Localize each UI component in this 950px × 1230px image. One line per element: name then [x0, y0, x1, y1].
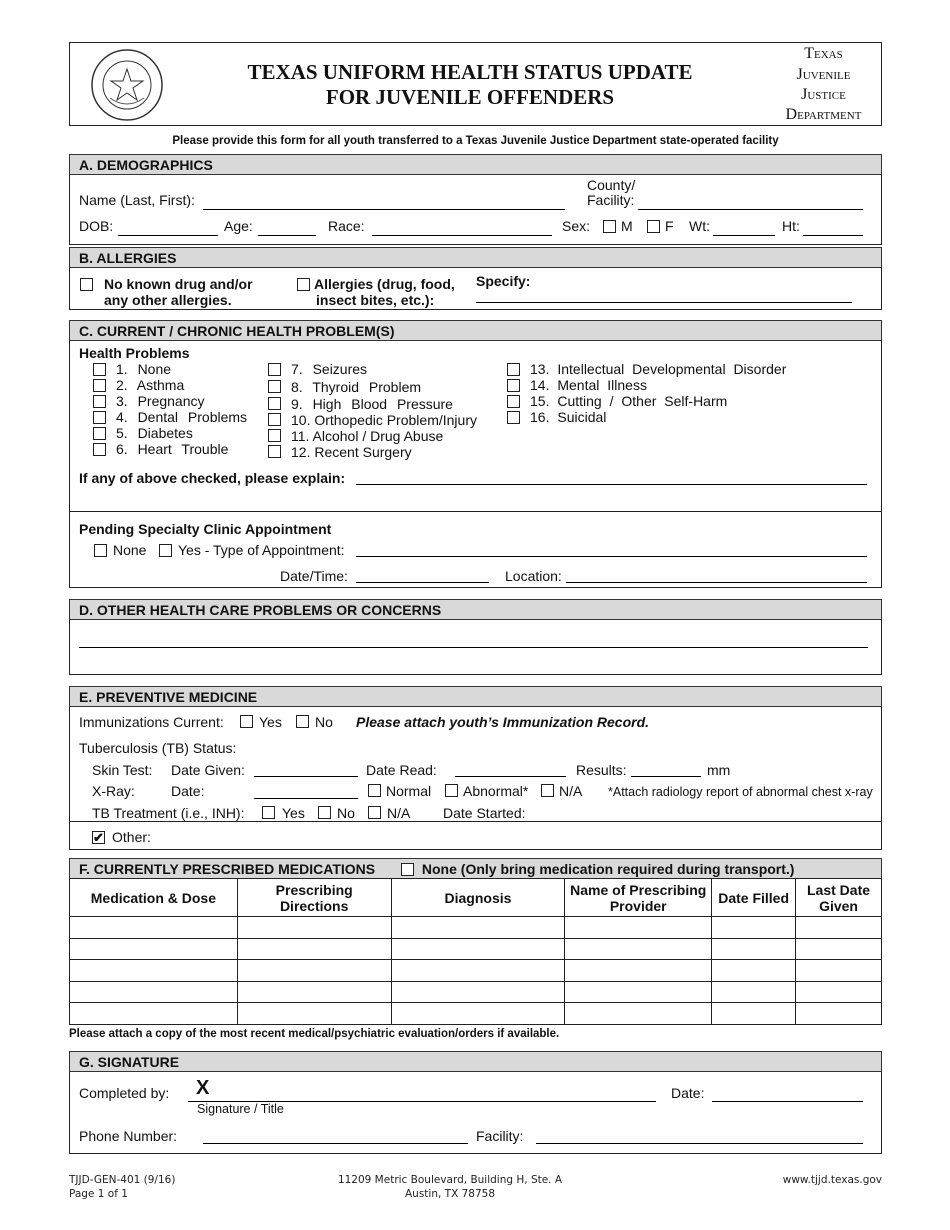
age-field[interactable] [258, 235, 316, 236]
table-cell[interactable] [565, 981, 712, 1003]
xray-normal-checkbox[interactable] [368, 784, 381, 797]
table-cell[interactable] [237, 960, 391, 982]
hp-label: 1. None [116, 361, 172, 377]
immunizations-label: Immunizations Current: [79, 714, 224, 730]
specify-label: Specify: [476, 273, 531, 289]
meds-none-label: None (Only bring medication required during transport.) [421, 861, 795, 877]
table-row [70, 960, 882, 982]
table-cell[interactable] [70, 981, 238, 1003]
section-f-title: F. CURRENTLY PRESCRIBED MEDICATIONS [79, 861, 376, 877]
agency-line4: Department [785, 106, 862, 123]
hp-checkbox[interactable] [268, 363, 281, 376]
table-cell[interactable] [237, 917, 391, 939]
table-cell[interactable] [391, 917, 565, 939]
wt-label: Wt: [689, 218, 710, 234]
signature-title-label: Signature / Title [197, 1102, 284, 1116]
table-cell[interactable] [796, 960, 882, 982]
tbt-no-checkbox[interactable] [318, 806, 331, 819]
hp-checkbox[interactable] [268, 397, 281, 410]
section-e-header: E. PREVENTIVE MEDICINE [69, 686, 882, 707]
hp-checkbox[interactable] [268, 445, 281, 458]
dob-field[interactable] [118, 235, 218, 236]
imm-no-label: No [315, 714, 333, 730]
hp-label: 3. Pregnancy [116, 393, 205, 409]
age-label: Age: [224, 218, 253, 234]
table-cell[interactable] [565, 917, 712, 939]
no-known-allergies-checkbox[interactable] [80, 278, 93, 291]
hp-checkbox[interactable] [93, 395, 106, 408]
hp-label: 10. Orthopedic Problem/Injury [291, 412, 477, 428]
hp-label: 15. Cutting / Other Self-Harm [530, 393, 728, 409]
xray-note: *Attach radiology report of abnormal chest x-ray [608, 785, 873, 799]
hp-label: 16. Suicidal [530, 409, 607, 425]
specify-field[interactable] [476, 302, 852, 303]
name-field[interactable] [203, 209, 565, 210]
imm-no-checkbox[interactable] [296, 715, 309, 728]
website-link[interactable]: www.tjjd.texas.gov [782, 1174, 882, 1186]
hp-checkbox[interactable] [93, 427, 106, 440]
xray-date-label: Date: [171, 783, 205, 799]
table-row [70, 938, 882, 960]
tbt-yes-label: Yes [282, 805, 305, 821]
hp-label: 5. Diabetes [116, 425, 193, 441]
table-cell[interactable] [712, 960, 796, 982]
medications-table [69, 878, 882, 1025]
phone-label: Phone Number: [79, 1128, 178, 1144]
results-field[interactable] [631, 776, 701, 777]
imm-yes-checkbox[interactable] [240, 715, 253, 728]
meds-none-checkbox[interactable] [401, 863, 414, 876]
county-label: County/ [587, 177, 636, 193]
hp-checkbox[interactable] [93, 379, 106, 392]
date-given-label: Date Given: [171, 762, 245, 778]
appointment-type-field[interactable] [356, 556, 867, 557]
race-field[interactable] [372, 235, 552, 236]
county-facility-field[interactable] [638, 209, 863, 210]
table-cell[interactable] [391, 1003, 565, 1025]
tbt-yes-checkbox[interactable] [262, 806, 275, 819]
tb-treatment-label: TB Treatment (i.e., INH): [92, 805, 245, 821]
address-line2: Austin, TX 78758 [404, 1188, 496, 1200]
date-given-field[interactable] [254, 776, 358, 777]
signature-x: X [196, 1077, 210, 1099]
hp-label: 12. Recent Surgery [291, 444, 412, 460]
allergies-line1: Allergies (drug, food, [314, 276, 455, 292]
hp-checkbox[interactable] [268, 380, 281, 393]
agency-line2: Juvenile [796, 66, 851, 83]
hp-checkbox[interactable] [507, 379, 520, 392]
table-cell[interactable] [712, 1003, 796, 1025]
xray-abnormal-checkbox[interactable] [445, 784, 458, 797]
form-number: TJJD-GEN-401 (9/16) [69, 1174, 176, 1186]
section-a-header: A. DEMOGRAPHICS [69, 154, 882, 175]
date-read-field[interactable] [455, 776, 566, 777]
col-provider: Name of Prescribing Provider [565, 879, 712, 917]
table-cell[interactable] [237, 1003, 391, 1025]
col-last-date: Last Date Given [796, 879, 882, 917]
table-cell[interactable] [70, 960, 238, 982]
xray-date-field[interactable] [254, 798, 358, 799]
other-concerns-field[interactable] [79, 647, 868, 648]
sig-facility-label: Facility: [476, 1128, 524, 1144]
divider [69, 511, 882, 512]
col-medication: Medication & Dose [70, 879, 238, 917]
address-line1: 11209 Metric Boulevard, Building H, Ste. A [337, 1174, 563, 1186]
table-cell[interactable] [237, 981, 391, 1003]
allergies-checkbox[interactable] [297, 278, 310, 291]
table-cell[interactable] [391, 981, 565, 1003]
hp-label: 9. High Blood Pressure [291, 396, 453, 412]
table-cell[interactable] [237, 938, 391, 960]
tbt-na-checkbox[interactable] [368, 806, 381, 819]
divider [69, 821, 882, 822]
agency-line3: Justice [801, 86, 846, 103]
appointment-yes-label: Yes - Type of Appointment: [178, 542, 345, 558]
location-field[interactable] [566, 582, 867, 583]
tbt-na-label: N/A [387, 805, 411, 821]
form-title-line1: TEXAS UNIFORM HEALTH STATUS UPDATE [247, 60, 693, 84]
hp-label: 11. Alcohol / Drug Abuse [291, 428, 444, 444]
table-cell[interactable] [70, 938, 238, 960]
hp-label: 14. Mental Illness [530, 377, 647, 393]
datetime-label: Date/Time: [280, 568, 348, 584]
phone-field[interactable] [203, 1143, 468, 1144]
table-row [70, 1003, 882, 1025]
xray-na-checkbox[interactable] [541, 784, 554, 797]
hp-checkbox[interactable] [507, 395, 520, 408]
section-d-header: D. OTHER HEALTH CARE PROBLEMS OR CONCERNS [69, 599, 882, 620]
imm-yes-label: Yes [259, 714, 282, 730]
section-b-header: B. ALLERGIES [69, 247, 882, 268]
race-label: Race: [328, 218, 365, 234]
table-cell[interactable] [565, 938, 712, 960]
date-started-label: Date Started: [443, 805, 526, 821]
sex-f-label: F [665, 218, 674, 234]
other-checkbox[interactable]: ✔ [93, 830, 104, 845]
hp-checkbox[interactable] [507, 363, 520, 376]
page-number: Page 1 of 1 [69, 1188, 128, 1200]
allergies-line2: insect bites, etc.): [316, 292, 435, 308]
xray-normal-label: Normal [386, 783, 432, 799]
dob-label: DOB: [79, 218, 114, 234]
nka-line1: No known drug and/or [104, 276, 253, 292]
table-row [70, 917, 882, 939]
table-cell[interactable] [565, 960, 712, 982]
agency-line1: Texas [804, 45, 843, 62]
location-label: Location: [505, 568, 562, 584]
hp-checkbox[interactable] [93, 443, 106, 456]
datetime-field[interactable] [356, 582, 489, 583]
hp-checkbox[interactable] [93, 363, 106, 376]
col-directions: Prescribing Directions [237, 879, 391, 917]
table-cell[interactable] [70, 917, 238, 939]
hp-label: 13. Intellectual Developmental Disorder [530, 361, 787, 377]
date-read-label: Date Read: [366, 762, 437, 778]
appointment-yes-checkbox[interactable] [159, 544, 172, 557]
hp-label: 7. Seizures [291, 361, 368, 377]
appointment-none-checkbox[interactable] [94, 544, 107, 557]
hp-label: 8. Thyroid Problem [291, 379, 422, 395]
hp-checkbox[interactable] [507, 411, 520, 424]
table-cell[interactable] [565, 1003, 712, 1025]
sex-f-checkbox[interactable] [647, 220, 660, 233]
skin-test-label: Skin Test: [92, 762, 153, 778]
hp-label: 2. Asthma [116, 377, 185, 393]
instruction-text: Please provide this form for all youth transferred to a Texas Juvenile Justice Department state-operated facility [172, 135, 779, 147]
xray-na-label: N/A [559, 783, 583, 799]
health-problems-subtitle: Health Problems [79, 345, 190, 361]
table-cell[interactable] [391, 938, 565, 960]
state-seal [90, 48, 164, 122]
name-label: Name (Last, First): [79, 192, 195, 208]
section-g-header: G. SIGNATURE [69, 1051, 882, 1072]
table-cell[interactable] [796, 917, 882, 939]
table-cell[interactable] [712, 917, 796, 939]
xray-abnormal-label: Abnormal* [463, 783, 529, 799]
table-cell[interactable] [796, 938, 882, 960]
table-cell[interactable] [712, 981, 796, 1003]
ht-label: Ht: [782, 218, 800, 234]
section-c-header: C. CURRENT / CHRONIC HEALTH PROBLEM(S) [69, 320, 882, 341]
facility-label: Facility: [587, 192, 635, 208]
wt-field[interactable] [713, 235, 775, 236]
attach-imm-note: Please attach youth’s Immunization Record. [356, 714, 650, 730]
col-date-filled: Date Filled [712, 879, 796, 917]
hp-label: 4. Dental Problems [116, 409, 248, 425]
pending-label: Pending Specialty Clinic Appointment [79, 521, 332, 537]
hp-checkbox[interactable] [268, 429, 281, 442]
hp-checkbox[interactable] [93, 411, 106, 424]
section-f-header [69, 858, 882, 879]
sig-facility-field[interactable] [536, 1143, 863, 1144]
table-header-row [70, 879, 882, 917]
form-title-line2: FOR JUVENILE OFFENDERS [325, 85, 615, 109]
other-label: Other: [112, 829, 151, 845]
hp-label: 6. Heart Trouble [116, 441, 229, 457]
hp-checkbox[interactable] [268, 413, 281, 426]
tb-status-label: Tuberculosis (TB) Status: [79, 740, 237, 756]
ht-field[interactable] [803, 235, 863, 236]
table-cell[interactable] [70, 1003, 238, 1025]
sex-m-checkbox[interactable] [603, 220, 616, 233]
results-label: Results: [576, 762, 627, 778]
sig-date-field[interactable] [712, 1101, 863, 1102]
nka-line2: any other allergies. [104, 292, 232, 308]
table-cell[interactable] [796, 1003, 882, 1025]
explain-field[interactable] [356, 484, 867, 485]
appointment-none-label: None [113, 542, 147, 558]
col-diagnosis: Diagnosis [391, 879, 565, 917]
explain-label: If any of above checked, please explain: [79, 470, 346, 486]
attach-eval-note: Please attach a copy of the most recent medical/psychiatric evaluation/orders if available. [69, 1028, 560, 1040]
tbt-no-label: No [337, 805, 355, 821]
table-row [70, 981, 882, 1003]
table-cell[interactable] [796, 981, 882, 1003]
sex-m-label: M [621, 218, 633, 234]
completed-by-label: Completed by: [79, 1085, 170, 1101]
mm-label: mm [707, 762, 731, 778]
sex-label: Sex: [562, 218, 591, 234]
xray-label: X-Ray: [92, 783, 135, 799]
sig-date-label: Date: [671, 1085, 705, 1101]
table-cell[interactable] [712, 938, 796, 960]
table-cell[interactable] [391, 960, 565, 982]
